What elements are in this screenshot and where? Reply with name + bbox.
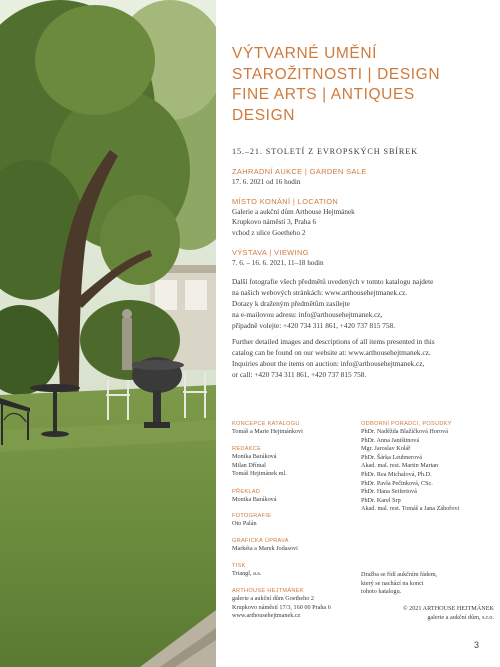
note-line: který se nachází na konci <box>361 579 424 587</box>
credit-name: Tomáš Hejtmánek ml. <box>232 470 287 478</box>
location-heading: MÍSTO KONÁNÍ | LOCATION <box>232 197 339 206</box>
auction-rules-note <box>361 571 437 597</box>
credit-heading: TISK <box>232 563 246 569</box>
credit-heading: FOTOGRAFIE <box>232 513 272 519</box>
catalog-title <box>232 44 494 126</box>
credit-heading: GRAFICKÁ ÚPRAVA <box>232 538 289 544</box>
location-section <box>232 197 494 238</box>
garden-sale-heading: ZAHRADNÍ AUKCE | GARDEN SALE <box>232 167 367 176</box>
viewing-heading: VÝSTAVA | VIEWING <box>232 248 309 257</box>
catalog-subtitle: 15.–21. STOLETÍ Z EVROPSKÝCH SBÍREK <box>232 147 419 156</box>
copyright <box>403 605 494 622</box>
credit-name: Tomáš a Marie Hejtmánkovi <box>232 428 303 435</box>
credit-name: PhDr. Šárka Leubnerová <box>361 453 422 461</box>
credit-name: Akad. mal. rest. Martin Martan <box>361 462 439 470</box>
credit-translation <box>232 488 358 505</box>
credit-name: PhDr. Karel Srp <box>361 496 401 504</box>
credit-editors <box>232 445 358 479</box>
credit-name: www.arthousehejtmanek.cz <box>232 612 301 620</box>
note-line: Dražba se řídí aukčním řádem, <box>361 571 438 578</box>
credit-graphic-design <box>232 537 358 554</box>
credit-name: galerie a aukční dům Goetheho 2 <box>232 595 314 602</box>
credit-name: Monika Baráková <box>232 453 277 460</box>
info-line: Dotazy k draženým předmětům zasílejte <box>232 298 350 308</box>
page-number: 3 <box>474 640 480 650</box>
viewing-section <box>232 248 494 268</box>
credit-name: Akad. mal. rest. Tomáš a Jana Záhořovi <box>361 505 460 513</box>
credit-name: Oto Palán <box>232 520 257 527</box>
viewing-dates: 7. 6. – 16. 6. 2021, 11–18 hodin <box>232 259 324 267</box>
info-line: na e-mailovou adresu: info@arthousehejtmanek.cz, <box>232 309 383 319</box>
credit-heading: PŘEKLAD <box>232 489 261 495</box>
credit-name: Krupkovo náměstí 17/3, 160 00 Praha 6 <box>232 603 331 611</box>
info-line: Inquiries about the items on auction: info@arthousehejtmanek.cz, <box>232 358 425 368</box>
catalog-text-column <box>232 0 494 667</box>
title-line: FINE ARTS | ANTIQUES <box>232 86 415 103</box>
garden-sale-section <box>232 167 494 187</box>
credit-name: PhDr. Rea Michalová, Ph.D. <box>361 470 432 478</box>
credit-heading: KONCEPCE KATALOGU <box>232 421 300 427</box>
info-line: na našich webových stránkách: www.arthousehejtmanek.cz. <box>232 287 408 297</box>
info-czech <box>232 277 494 332</box>
credit-name: Monika Baráková <box>232 496 277 503</box>
credit-name: Milan Dřímal <box>232 461 266 469</box>
info-line: Further detailed images and descriptions of all items presented in this <box>232 337 435 346</box>
note-line: tohoto katalogu. <box>361 588 402 596</box>
credit-heading: ODBORNÍ PORADCI, POSUDKY <box>361 421 452 427</box>
credit-name: PhDr. Hana Seifertová <box>361 488 417 496</box>
title-line: DESIGN <box>232 106 296 124</box>
info-line: or call: +420 734 311 861, +420 737 815 758. <box>232 369 367 379</box>
credit-heading: ARTHOUSE HEJTMÁNEK <box>232 588 304 594</box>
garden-sale-date: 17. 6. 2021 od 16 hodin <box>232 178 301 186</box>
info-line: Další fotografie všech předmětů uvedených v tomto katalogu najdete <box>232 277 434 286</box>
credit-name: PhDr. Anna Janištinová <box>361 436 420 444</box>
credit-photography <box>232 512 358 529</box>
title-line: STAROŽITNOSTI | DESIGN <box>232 65 441 83</box>
credit-name: Markéta a Marek Jodasovi <box>232 545 298 552</box>
location-line: vchod z ulice Goetheho 2 <box>232 228 306 237</box>
copyright-line: © 2021 ARTHOUSE HEJTMÁNEK <box>402 605 494 612</box>
info-english <box>232 337 494 381</box>
info-line: případně volejte: +420 734 311 861, +420 737 815 758. <box>232 320 396 330</box>
credit-name: Triangl, a.s. <box>232 570 262 577</box>
credit-arthouse <box>232 587 358 621</box>
credit-experts <box>361 420 487 514</box>
location-line: Krupkovo náměstí 3, Praha 6 <box>232 218 317 227</box>
garden-photo <box>0 0 216 667</box>
credit-print <box>232 562 358 579</box>
credit-name: Mgr. Jaroslav Kolář <box>361 445 411 453</box>
credit-heading: REDAKCE <box>232 446 262 452</box>
credit-concept <box>232 420 358 437</box>
info-line: catalog can be found on our website at: www.arthousehejtmanek.cz. <box>232 347 431 357</box>
location-line: Galerie a aukční dům Arthouse Hejtmánek <box>232 208 355 216</box>
credit-name: PhDr. Naděžda Blažíčková Horová <box>361 428 448 435</box>
copyright-line: galerie a aukční dům, s.r.o. <box>427 613 494 621</box>
title-line: VÝTVARNÉ UMĚNÍ <box>232 45 378 62</box>
credit-name: PhDr. Pavla Pečinková, CSc. <box>361 479 433 487</box>
